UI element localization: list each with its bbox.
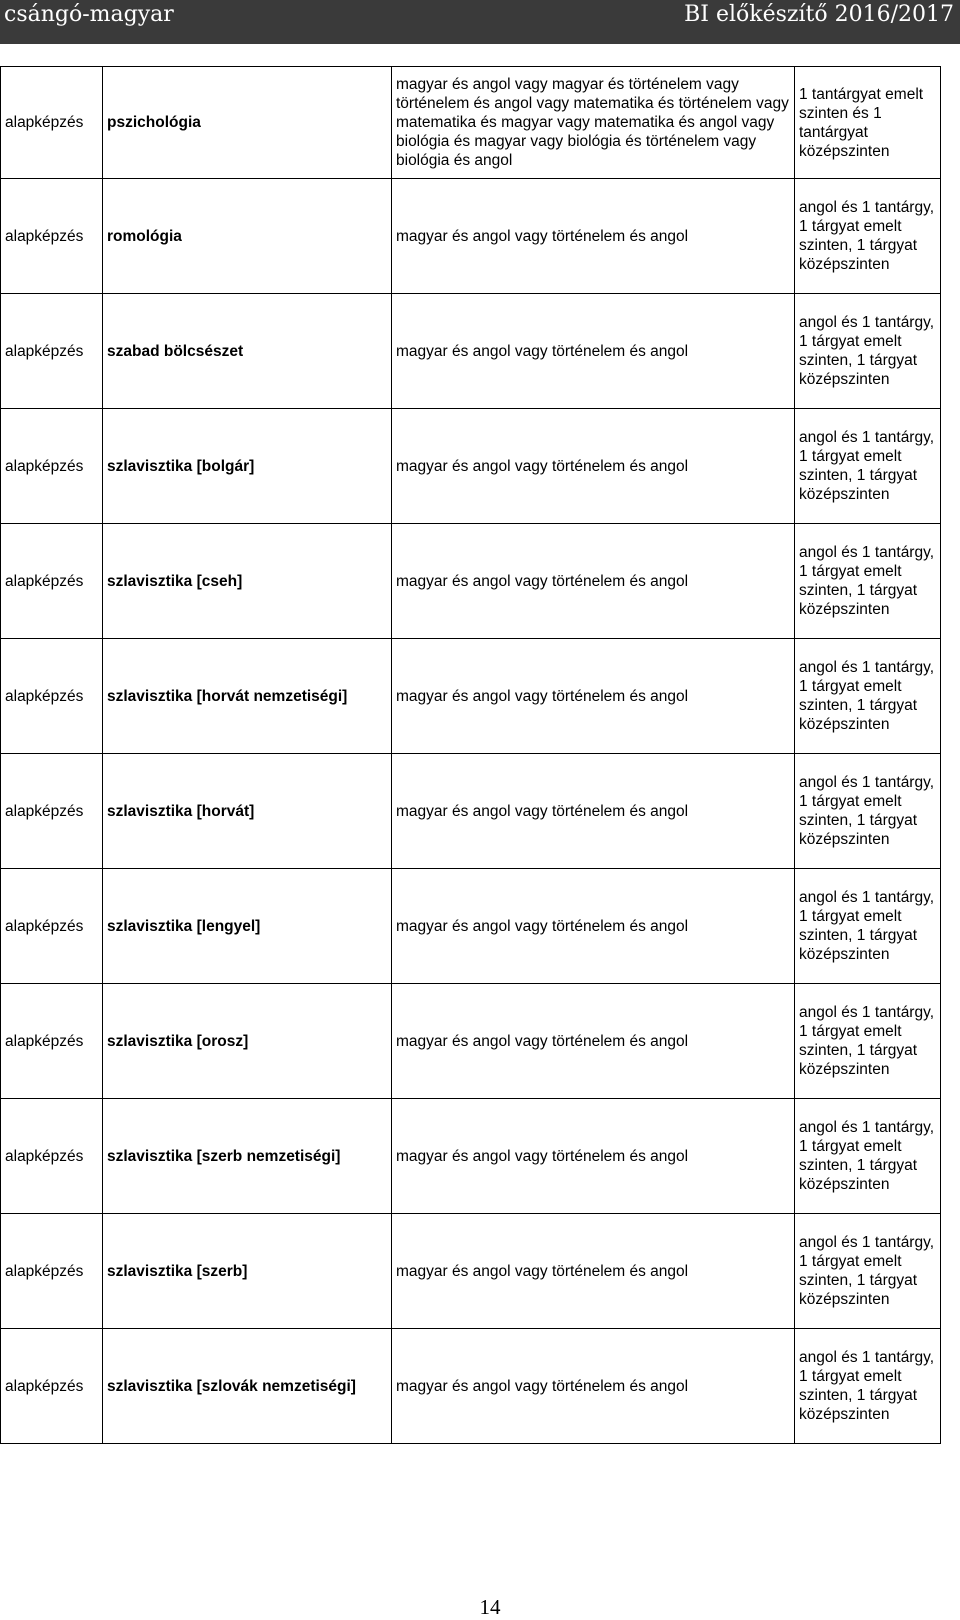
- header-right-title: BI előkészítő 2016/2017: [684, 2, 954, 27]
- program-cell: szlavisztika [cseh]: [103, 524, 392, 639]
- table-row: [1, 409, 941, 524]
- subjects-cell: magyar és angol vagy történelem és angol: [392, 869, 795, 984]
- program-cell: szlavisztika [szlovák nemzetiségi]: [103, 1329, 392, 1444]
- requirement-cell: angol és 1 tantárgy, 1 tárgyat emelt szinten, 1 tárgyat középszinten: [795, 984, 941, 1099]
- table-row: [1, 1099, 941, 1214]
- level-cell: alapképzés: [1, 524, 103, 639]
- subjects-cell: magyar és angol vagy történelem és angol: [392, 1214, 795, 1329]
- subjects-cell: magyar és angol vagy történelem és angol: [392, 1329, 795, 1444]
- table-row: [1, 639, 941, 754]
- program-cell: szlavisztika [horvát nemzetiségi]: [103, 639, 392, 754]
- table-row: [1, 984, 941, 1099]
- program-cell: szlavisztika [bolgár]: [103, 409, 392, 524]
- program-cell: romológia: [103, 179, 392, 294]
- table-row: [1, 179, 941, 294]
- table-row: [1, 67, 941, 179]
- requirement-cell: angol és 1 tantárgy, 1 tárgyat emelt szinten, 1 tárgyat középszinten: [795, 409, 941, 524]
- subjects-cell: magyar és angol vagy történelem és angol: [392, 639, 795, 754]
- requirement-cell: angol és 1 tantárgy, 1 tárgyat emelt szinten, 1 tárgyat középszinten: [795, 869, 941, 984]
- subjects-cell: magyar és angol vagy történelem és angol: [392, 179, 795, 294]
- level-cell: alapképzés: [1, 67, 103, 179]
- level-cell: alapképzés: [1, 869, 103, 984]
- subjects-cell: magyar és angol vagy történelem és angol: [392, 754, 795, 869]
- program-cell: szlavisztika [orosz]: [103, 984, 392, 1099]
- requirement-cell: angol és 1 tantárgy, 1 tárgyat emelt szinten, 1 tárgyat középszinten: [795, 1214, 941, 1329]
- subjects-cell: magyar és angol vagy történelem és angol: [392, 294, 795, 409]
- level-cell: alapképzés: [1, 984, 103, 1099]
- program-cell: szlavisztika [szerb]: [103, 1214, 392, 1329]
- program-cell: szlavisztika [szerb nemzetiségi]: [103, 1099, 392, 1214]
- level-cell: alapképzés: [1, 294, 103, 409]
- table-row: [1, 1329, 941, 1444]
- subjects-cell: magyar és angol vagy történelem és angol: [392, 1099, 795, 1214]
- requirement-cell: angol és 1 tantárgy, 1 tárgyat emelt szinten, 1 tárgyat középszinten: [795, 754, 941, 869]
- table-row: [1, 754, 941, 869]
- requirement-cell: angol és 1 tantárgy, 1 tárgyat emelt szinten, 1 tárgyat középszinten: [795, 179, 941, 294]
- table-row: [1, 1214, 941, 1329]
- subjects-cell: magyar és angol vagy történelem és angol: [392, 984, 795, 1099]
- level-cell: alapképzés: [1, 409, 103, 524]
- table-row: [1, 869, 941, 984]
- requirement-cell: angol és 1 tantárgy, 1 tárgyat emelt szinten, 1 tárgyat középszinten: [795, 1329, 941, 1444]
- level-cell: alapképzés: [1, 639, 103, 754]
- table-row: [1, 524, 941, 639]
- program-cell: szabad bölcsészet: [103, 294, 392, 409]
- subjects-cell: magyar és angol vagy magyar és történelem vagy történelem és angol vagy matematika és történelem vagy matematika és magyar vagy matematika és angol vagy biológia és magyar vagy biológia és történelem vagy biológia és angol: [392, 67, 795, 179]
- table-row: [1, 294, 941, 409]
- header-left-title: csángó-magyar: [4, 2, 174, 27]
- level-cell: alapképzés: [1, 1214, 103, 1329]
- requirement-cell: angol és 1 tantárgy, 1 tárgyat emelt szinten, 1 tárgyat középszinten: [795, 1099, 941, 1214]
- subjects-cell: magyar és angol vagy történelem és angol: [392, 409, 795, 524]
- page-header: [0, 0, 960, 44]
- program-cell: szlavisztika [lengyel]: [103, 869, 392, 984]
- program-cell: szlavisztika [horvát]: [103, 754, 392, 869]
- level-cell: alapképzés: [1, 1329, 103, 1444]
- level-cell: alapképzés: [1, 754, 103, 869]
- admission-table: [0, 66, 941, 1444]
- requirement-cell: 1 tantárgyat emelt szinten és 1 tantárgyat középszinten: [795, 67, 941, 179]
- requirement-cell: angol és 1 tantárgy, 1 tárgyat emelt szinten, 1 tárgyat középszinten: [795, 294, 941, 409]
- requirement-cell: angol és 1 tantárgy, 1 tárgyat emelt szinten, 1 tárgyat középszinten: [795, 639, 941, 754]
- program-cell: pszichológia: [103, 67, 392, 179]
- subjects-cell: magyar és angol vagy történelem és angol: [392, 524, 795, 639]
- level-cell: alapképzés: [1, 1099, 103, 1214]
- page-number: 14: [479, 1595, 501, 1619]
- level-cell: alapképzés: [1, 179, 103, 294]
- requirement-cell: angol és 1 tantárgy, 1 tárgyat emelt szinten, 1 tárgyat középszinten: [795, 524, 941, 639]
